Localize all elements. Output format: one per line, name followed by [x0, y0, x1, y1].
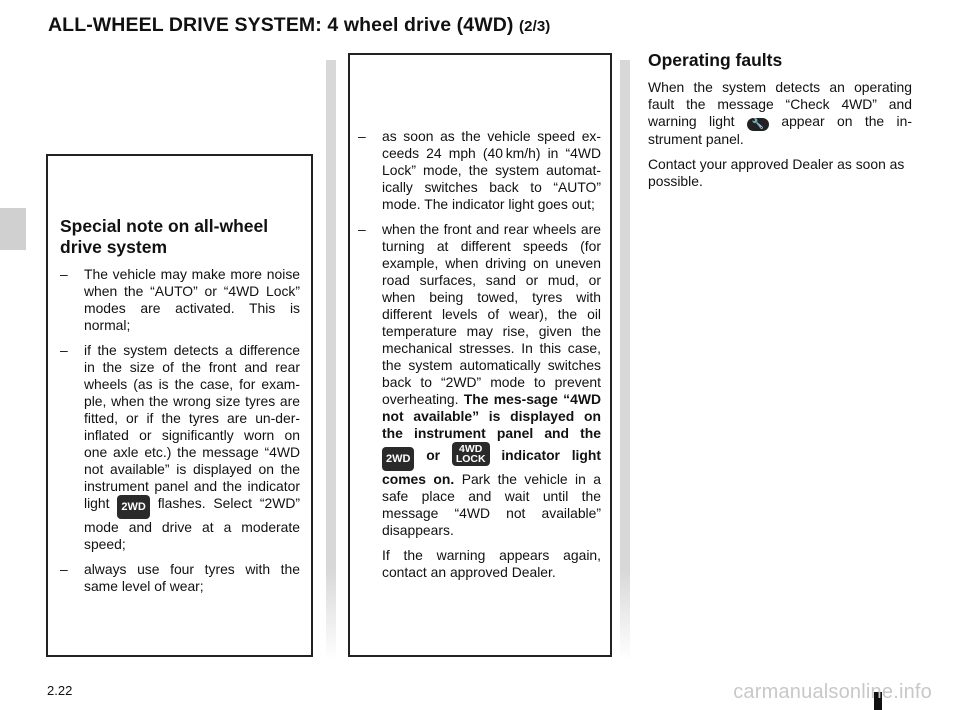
list-item: – as soon as the vehicle speed ex-ceeds 24 mph (40 km/h) in “4WD Lock” mode, the system automat-ically switches back to “AUTO” mode. The indicator light goes out;: [358, 128, 601, 212]
list-item: – when the front and rear wheels are turning at different speeds (for example, when driving on uneven road surfaces, sand or mud, or when being towed, tyres with different levels of wear), the oil temperature may rise, given the mechanical stresses. In this case, the system automatically switches back to “2WD” mode to prevent overheating. The mes-sage “4WD not available” is displayed on the instrument panel and the 2WD or 4WD LOCK indicator light comes on. Park the vehicle in a safe place and wait until the message “4WD not available” disappears.: [358, 221, 602, 538]
special-note-heading: Special note on all-wheel drive system: [60, 216, 269, 257]
operating-faults: [648, 50, 912, 190]
dealer-paragraph: Contact your approved Dealer as soon as possible.: [648, 156, 905, 189]
operating-faults-heading: Operating faults: [648, 50, 783, 70]
2wd-indicator-icon: 2WD: [117, 495, 149, 519]
page-title: [48, 14, 550, 37]
title-part: (2/3): [519, 18, 551, 35]
service-warning-icon: 🔧: [747, 118, 769, 131]
followup-text: If the warning appears again, contact an approved Dealer.: [382, 547, 601, 580]
title-text: ALL-WHEEL DRIVE SYSTEM: 4 wheel drive (4WD): [48, 14, 514, 36]
watermark: carmanualsonline.info: [733, 681, 932, 703]
faults-paragraph: When the system detects an operating fault the message “Check 4WD” and warning light 🔧 appear on the in-strument panel.: [648, 79, 912, 147]
section-tab: [0, 208, 26, 250]
2wd-indicator-icon: 2WD: [382, 447, 414, 471]
special-note-content: [60, 216, 300, 603]
column-divider-left: [326, 60, 336, 660]
list-item: – if the system detects a difference in the size of the front and rear wheels (as is the case, for exam-ple, when the wrong size tyres are fitted, or if the tyres are un-der-inflated or significantly worn on one axle etc.) the message “4WD not available” is displayed on the instrument panel and the indicator light 2WD flashes. Select “2WD” mode and drive at a moderate speed;: [60, 342, 301, 552]
middle-content: [358, 128, 601, 581]
4wd-lock-indicator-icon: 4WD LOCK: [452, 442, 490, 466]
page-number: 2.22: [47, 683, 73, 698]
list-item: – always use four tyres with the same level of wear;: [60, 561, 300, 594]
column-divider-right: [620, 60, 630, 660]
list-item: – The vehicle may make more noise when the “AUTO” or “4WD Lock” modes are activated. This is normal;: [60, 266, 300, 333]
